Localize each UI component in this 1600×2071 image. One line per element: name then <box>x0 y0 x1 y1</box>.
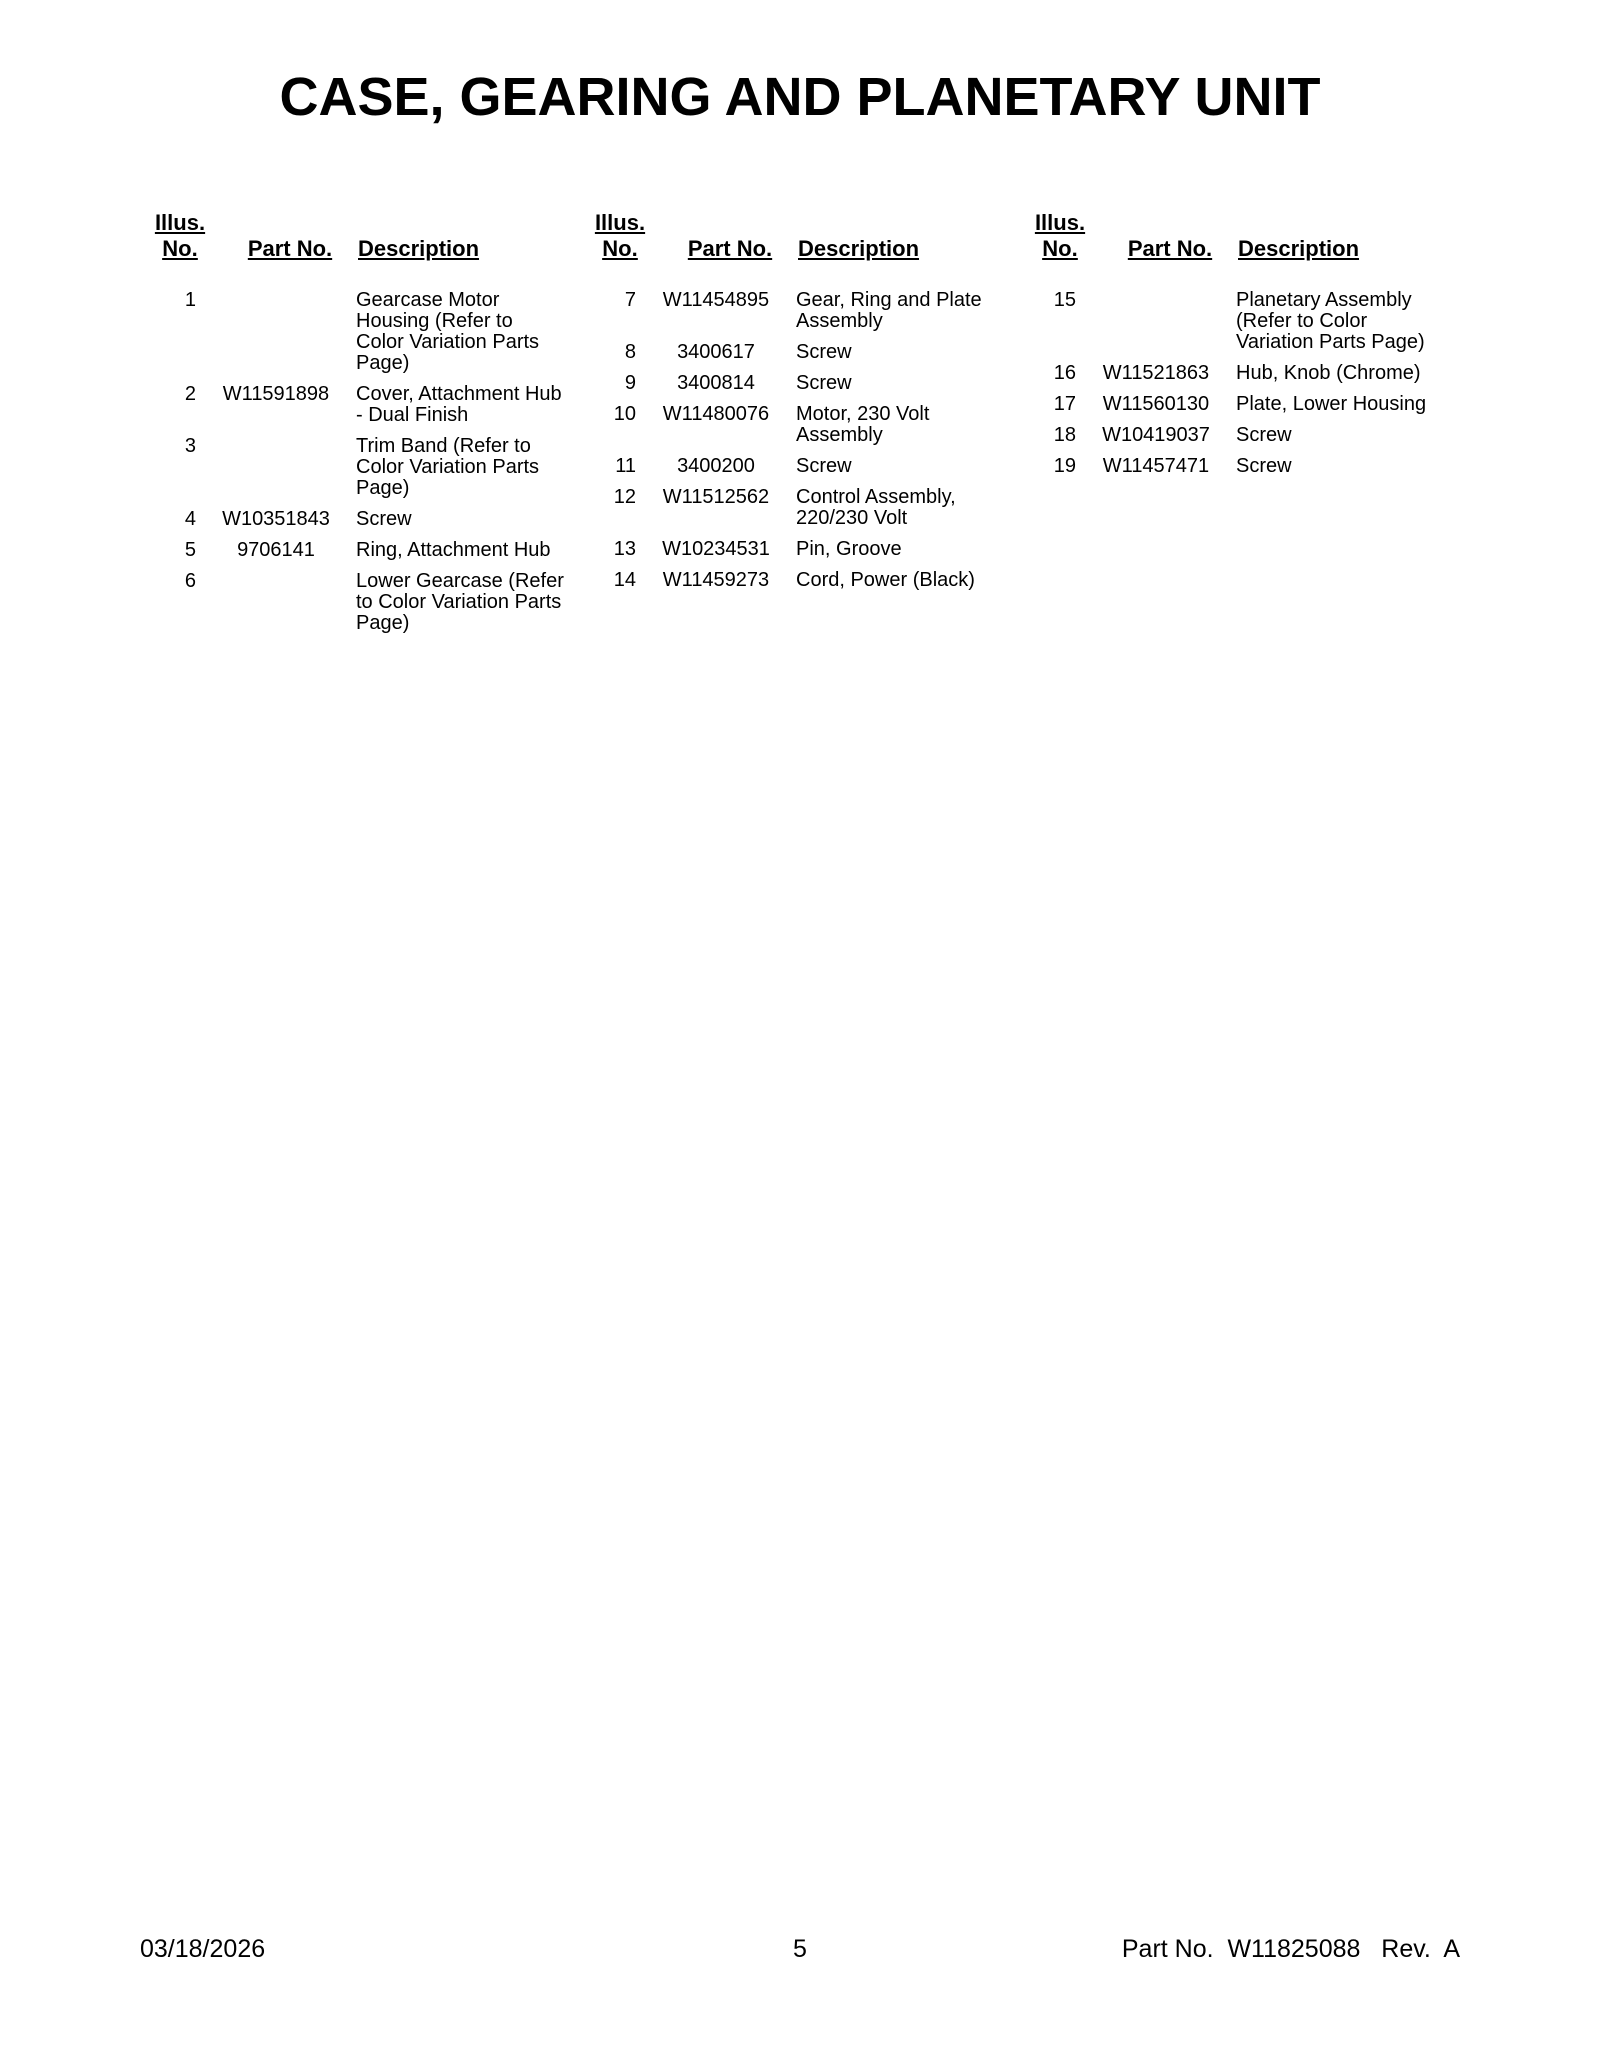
illus-header-line2: No. <box>1042 236 1078 261</box>
parts-row <box>140 571 570 634</box>
description-header: Description <box>798 236 920 261</box>
parts-row <box>1020 456 1450 477</box>
parts-row <box>1020 363 1450 384</box>
illus-no: 5 <box>184 539 196 561</box>
column-header <box>580 198 1010 262</box>
description: Screw <box>1236 424 1292 446</box>
illus-no: 12 <box>613 486 636 508</box>
part-no: W10234531 <box>662 538 770 560</box>
description: Screw <box>796 372 852 394</box>
description: Control Assembly, 220/230 Volt <box>796 486 956 529</box>
footer-part-reference: Part No. W11825088 Rev. A <box>1121 1935 1460 1963</box>
parts-row <box>140 540 570 561</box>
description: Gearcase Motor Housing (Refer to Color Variation Parts Page) <box>356 289 540 374</box>
illus-no: 18 <box>1053 424 1076 446</box>
part-no-header: Part No. <box>1127 236 1213 261</box>
illus-no: 8 <box>624 341 636 363</box>
part-no: W11521863 <box>1102 362 1210 384</box>
description: Trim Band (Refer to Color Variation Parts Page) <box>356 435 540 499</box>
part-no <box>1076 290 1236 353</box>
part-no: W10419037 <box>1102 424 1210 446</box>
parts-row <box>140 436 570 499</box>
description: Cover, Attachment Hub - Dual Finish <box>356 383 562 426</box>
illus-no: 11 <box>615 455 636 477</box>
description: Plate, Lower Housing <box>1236 393 1427 415</box>
part-no: W11560130 <box>1102 393 1210 415</box>
illus-no: 15 <box>1053 289 1076 311</box>
illus-header-line2: No. <box>602 236 638 261</box>
parts-row <box>580 539 1010 560</box>
part-no-header: Part No. <box>247 236 333 261</box>
part-no: W11591898 <box>222 383 330 405</box>
parts-row <box>580 456 1010 477</box>
description: Lower Gearcase (Refer to Color Variation Parts Page) <box>356 570 564 634</box>
part-no-header: Part No. <box>687 236 773 261</box>
illus-no: 14 <box>613 569 636 591</box>
illus-no: 19 <box>1053 455 1076 477</box>
part-no: 3400617 <box>677 341 755 363</box>
parts-list <box>140 290 570 634</box>
description: Pin, Groove <box>796 538 902 560</box>
parts-row <box>580 290 1010 332</box>
parts-row <box>1020 290 1450 353</box>
parts-row <box>580 373 1010 394</box>
column-header <box>140 198 570 262</box>
illus-header-line2: No. <box>162 236 198 261</box>
parts-list <box>580 290 1010 591</box>
part-no: W11457471 <box>1102 455 1210 477</box>
part-no: W11459273 <box>662 569 770 591</box>
description: Screw <box>1236 455 1292 477</box>
page-title: CASE, GEARING AND PLANETARY UNIT <box>279 67 1321 127</box>
parts-row <box>140 509 570 530</box>
part-no: 9706141 <box>237 539 315 561</box>
description-header: Description <box>1238 236 1360 261</box>
illus-no: 9 <box>624 372 636 394</box>
part-no <box>196 436 356 499</box>
illus-header-line1: Illus. <box>154 210 206 235</box>
illus-no: 3 <box>184 435 196 457</box>
illus-header-line1: Illus. <box>594 210 646 235</box>
part-no: 3400814 <box>677 372 755 394</box>
illus-no: 10 <box>613 403 636 425</box>
illus-no: 17 <box>1053 393 1076 415</box>
parts-row <box>1020 425 1450 446</box>
parts-row <box>580 404 1010 446</box>
illus-no: 13 <box>613 538 636 560</box>
parts-row <box>1020 394 1450 415</box>
column-header <box>1020 198 1450 262</box>
description: Gear, Ring and Plate Assembly <box>796 289 982 332</box>
description: Screw <box>796 455 852 477</box>
description: Screw <box>356 508 412 530</box>
description: Motor, 230 Volt Assembly <box>796 403 930 446</box>
illus-no-header <box>1020 210 1100 262</box>
part-no: W11480076 <box>662 403 770 425</box>
description-header: Description <box>358 236 480 261</box>
footer-page-number: 5 <box>793 1935 807 1963</box>
illus-no: 1 <box>184 289 196 311</box>
description: Hub, Knob (Chrome) <box>1236 362 1421 384</box>
parts-row <box>140 384 570 426</box>
description: Planetary Assembly (Refer to Color Variation Parts Page) <box>1236 289 1425 353</box>
parts-row <box>580 570 1010 591</box>
part-no: 3400200 <box>677 455 755 477</box>
illus-no: 4 <box>184 508 196 530</box>
parts-list <box>1020 290 1450 477</box>
parts-row <box>140 290 570 374</box>
parts-row <box>580 342 1010 363</box>
illus-header-line1: Illus. <box>1034 210 1086 235</box>
part-no <box>196 571 356 634</box>
illus-no-header <box>580 210 660 262</box>
parts-column-1 <box>140 198 570 644</box>
part-no: W11512562 <box>662 486 770 508</box>
part-no: W11454895 <box>662 289 770 311</box>
description: Screw <box>796 341 852 363</box>
footer-date: 03/18/2026 <box>140 1935 266 1963</box>
parts-column-2 <box>580 198 1010 601</box>
illus-no: 2 <box>184 383 196 405</box>
part-no <box>196 290 356 374</box>
part-no: W10351843 <box>222 508 330 530</box>
description: Ring, Attachment Hub <box>356 539 551 561</box>
description: Cord, Power (Black) <box>796 569 975 591</box>
illus-no-header <box>140 210 220 262</box>
illus-no: 16 <box>1053 362 1076 384</box>
parts-row <box>580 487 1010 529</box>
illus-no: 6 <box>184 570 196 592</box>
illus-no: 7 <box>624 289 636 311</box>
parts-column-3 <box>1020 198 1450 487</box>
